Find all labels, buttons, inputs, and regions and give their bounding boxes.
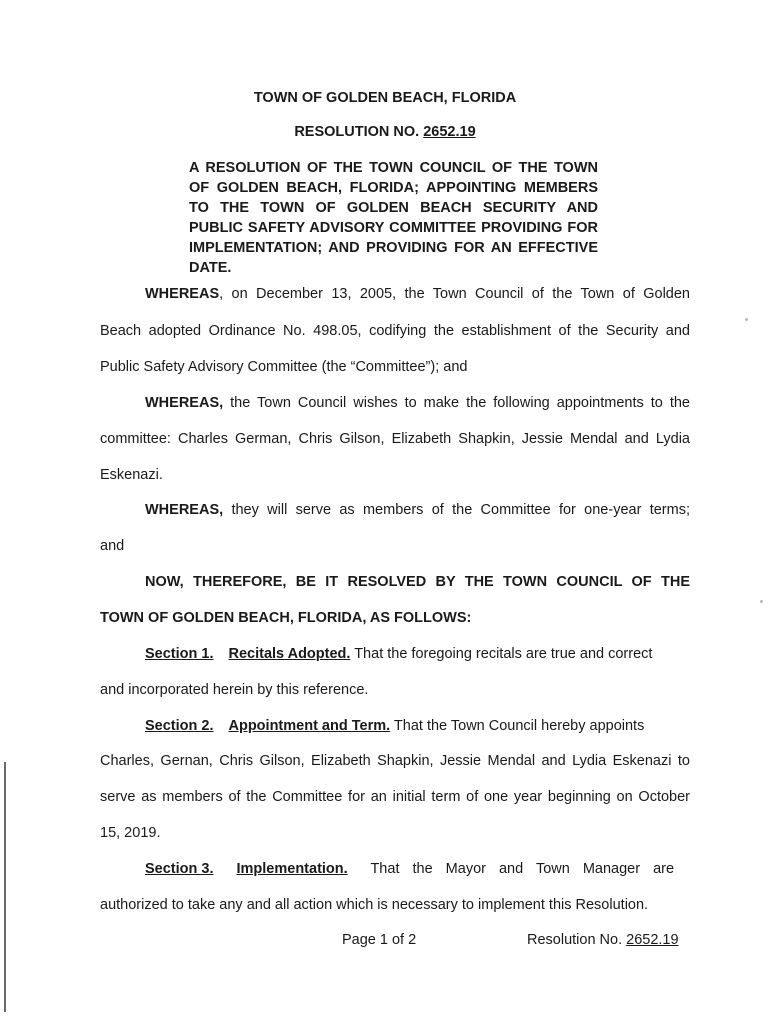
- whereas3-keyword: WHEREAS,: [145, 502, 224, 518]
- footer-resolution: Resolution No. 2652.19: [527, 932, 679, 948]
- section2-line2: Charles, Gernan, Chris Gilson, Elizabeth Shapkin, Jessie Mendal and Lydia Eskenazi to: [100, 753, 690, 769]
- footer-resolution-number: 2652.19: [626, 932, 679, 948]
- whereas1-line1: WHEREAS, on December 13, 2005, the Town Council of the Town of Golden: [145, 286, 690, 302]
- resolution-number: 2652.19: [423, 124, 476, 140]
- scan-speck: [760, 600, 763, 603]
- section2-number: Section 2.: [145, 718, 214, 734]
- section3-line1: Section 3. Implementation. That the Mayor and Town Manager are: [145, 861, 675, 877]
- whereas2-line3: Eskenazi.: [100, 467, 163, 483]
- section1-line2: and incorporated herein by this reference.: [100, 682, 369, 698]
- resolution-heading: A RESOLUTION OF THE TOWN COUNCIL OF THE TOWN OF GOLDEN BEACH, FLORIDA; APPOINTING MEMBERS TO THE TOWN OF GOLDEN BEACH SECURITY AND PUBLIC SAFETY ADVISORY COMMITTEE PROVIDING FOR IMPLEMENTATION; AND PROVIDING FOR AN EFFECTIVE DATE.: [189, 160, 598, 276]
- scan-speck: [745, 318, 748, 321]
- section2-line3: serve as members of the Committee for an initial term of one year beginning on October: [100, 789, 690, 805]
- whereas2-line2: committee: Charles German, Chris Gilson, Elizabeth Shapkin, Jessie Mendal and Lydia: [100, 431, 690, 447]
- section2-line1: Section 2. Appointment and Term. That the Town Council hereby appoints: [145, 718, 645, 734]
- whereas2-keyword: WHEREAS,: [145, 395, 224, 411]
- section1-line1: Section 1. Recitals Adopted. That the foregoing recitals are true and correct: [145, 646, 653, 662]
- section3-line2: authorized to take any and all action which is necessary to implement this Resolution.: [100, 897, 649, 913]
- whereas2-line1: WHEREAS, the Town Council wishes to make the following appointments to the: [145, 395, 690, 411]
- section1-number: Section 1.: [145, 646, 214, 662]
- town-title: TOWN OF GOLDEN BEACH, FLORIDA: [253, 90, 517, 106]
- section3-number: Section 3.: [145, 861, 214, 877]
- footer-page-number: Page 1 of 2: [342, 932, 417, 948]
- whereas3-line1: WHEREAS, they will serve as members of the Committee for one-year terms;: [145, 502, 690, 518]
- whereas1-line2: Beach adopted Ordinance No. 498.05, codifying the establishment of the Security and: [100, 323, 690, 339]
- whereas3-line2: and: [100, 538, 125, 554]
- section2-line4: 15, 2019.: [100, 825, 161, 841]
- whereas1-line3: Public Safety Advisory Committee (the “Committee”); and: [100, 359, 468, 375]
- resolved-line1: NOW, THEREFORE, BE IT RESOLVED BY THE TOWN COUNCIL OF THE: [145, 574, 690, 590]
- section3-title: Implementation.: [236, 861, 348, 877]
- whereas1-keyword: WHEREAS: [145, 286, 220, 302]
- resolution-label: RESOLUTION NO.: [294, 124, 424, 140]
- section2-title: Appointment and Term.: [228, 718, 391, 734]
- resolution-title: [0, 124, 770, 140]
- resolved-line2: TOWN OF GOLDEN BEACH, FLORIDA, AS FOLLOWS:: [100, 610, 472, 626]
- section1-title: Recitals Adopted.: [228, 646, 351, 662]
- scan-margin-mark: [4, 762, 6, 1012]
